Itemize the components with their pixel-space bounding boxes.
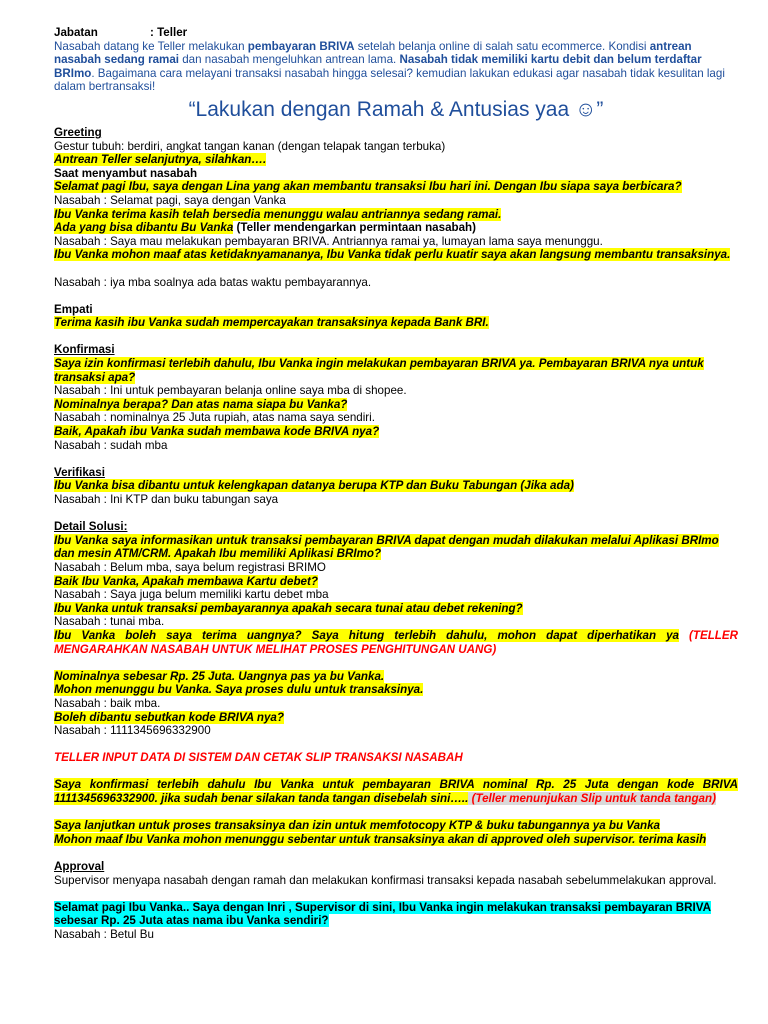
teller-line: Saya konfirmasi terlebih dahulu Ibu Vanka untuk pembayaran BRIVA nominal Rp. 25 Juta dengan kode BRIVA 1111345696332900. jika sudah benar silakan tanda tangan disebelah sini….. [54, 778, 738, 806]
jabatan-row [54, 26, 738, 40]
teller-line: Saya izin konfirmasi terlebih dahulu, Ibu Vanka ingin melakukan pembayaran BRIVA ya. Pembayaran BRIVA nya untuk transaksi apa? [54, 357, 704, 384]
section-heading-verifikasi: Verifikasi [54, 465, 105, 479]
intro-text: Nasabah datang ke Teller melakukan [54, 39, 248, 53]
section-heading-approval: Approval [54, 860, 105, 874]
customer-line: Nasabah : Belum mba, saya belum registrasi BRIMO [54, 560, 326, 574]
stage-direction: (TELLER MENGARAHKAN NASABAH UNTUK MELIHAT PROSES PENGHITUNGAN UANG) [54, 628, 738, 656]
subheading: Saat menyambut nasabah [54, 166, 198, 180]
teller-line: Terima kasih ibu Vanka sudah mempercayakan transaksinya kepada Bank BRI. [54, 316, 489, 330]
customer-line: Nasabah : Betul Bu [54, 928, 154, 941]
teller-line: Ibu Vanka untuk transaksi pembayarannya apakah secara tunai atau debet rekening? [54, 601, 523, 615]
teller-line: Selamat pagi Ibu, saya dengan Lina yang akan membantu transaksi Ibu hari ini. Dengan Ibu siapa saya berbicara? [54, 180, 682, 194]
teller-line: Boleh dibantu sebutkan kode BRIVA nya? [54, 710, 284, 724]
customer-line: Nasabah : Saya juga belum memiliki kartu debet mba [54, 588, 329, 602]
teller-line: Nominalnya berapa? Dan atas nama siapa bu Vanka? [54, 397, 348, 411]
stage-direction: (Teller menunjukan Slip untuk tanda tangan) [468, 792, 716, 806]
page-title: “Lakukan dengan Ramah & Antusias yaa ☺” [188, 97, 604, 121]
customer-line: Nasabah : Ini KTP dan buku tabungan saya [54, 493, 279, 506]
section-heading-empati: Empati [54, 302, 93, 316]
intro-text: setelah belanja online di salah satu ecommerce. Kondisi [354, 39, 650, 53]
jabatan-label: Jabatan [54, 26, 98, 39]
teller-line: Mohon menunggu bu Vanka. Saya proses dulu untuk transaksinya. [54, 683, 424, 697]
intro-bold: Nasabah tidak memiliki kartu debit dan belum terdaftar BRImo [54, 53, 702, 80]
customer-line: Nasabah : Selamat pagi, saya dengan Vanka [54, 193, 286, 207]
teller-line: Saya lanjutkan untuk proses transaksinya dan izin untuk memfotocopy KTP & buku tabungannya ya bu Vanka [54, 819, 661, 833]
stage-direction: (Teller mendengarkan permintaan nasabah) [233, 221, 476, 235]
teller-line: Antrean Teller selanjutnya, silahkan…. [54, 153, 267, 167]
teller-line: Baik Ibu Vanka, Apakah membawa Kartu debet? [54, 574, 318, 588]
dialog-line: Gestur tubuh: berdiri, angkat tangan kanan (dengan telapak tangan terbuka) [54, 139, 446, 153]
teller-line: Nominalnya sebesar Rp. 25 Juta. Uangnya pas ya bu Vanka. [54, 669, 385, 683]
section-heading-detail-solusi: Detail Solusi: [54, 520, 128, 534]
teller-line: Ada yang bisa dibantu Bu Vanka [54, 221, 234, 235]
intro-bold: antrean nasabah sedang ramai [54, 39, 692, 67]
customer-line: Nasabah : sudah mba [54, 438, 168, 452]
customer-line: Nasabah : nominalnya 25 Juta rupiah, atas nama saya sendiri. [54, 411, 375, 425]
jabatan-value: : Teller [150, 26, 188, 39]
system-action: TELLER INPUT DATA DI SISTEM DAN CETAK SLIP TRANSAKSI NASABAH [54, 751, 463, 765]
customer-line: Nasabah : baik mba. [54, 696, 161, 710]
teller-line: Baik, Apakah ibu Vanka sudah membawa kode BRIVA nya? [54, 425, 380, 439]
intro-text: . Bagaimana cara melayani transaksi nasabah hingga selesai? kemudian lakukan edukasi agar nasabah tidak kesulitan lagi dalam bertransaksi! [54, 66, 725, 94]
teller-line: Ibu Vanka saya informasikan untuk transaksi pembayaran BRIVA dapat dengan mudah dilakukan melalui Aplikasi BRImo dan mesin ATM/CRM. Apakah Ibu memiliki Aplikasi BRImo? [54, 533, 719, 561]
customer-line: Nasabah : tunai mba. [54, 615, 165, 629]
section-heading-greeting: Greeting [54, 125, 102, 139]
dialog-line: Supervisor menyapa nasabah dengan ramah dan melakukan konfirmasi transaksi kepada nasabah sebelummelakukan approval. [54, 873, 717, 887]
customer-line: Nasabah : Saya mau melakukan pembayaran BRIVA. Antriannya ramai ya, lumayan lama saya menunggu. [54, 234, 603, 248]
teller-line: Ibu Vanka terima kasih telah bersedia menunggu walau antriannya sedang ramai. [54, 207, 502, 221]
scenario-intro [54, 40, 738, 94]
section-heading-konfirmasi: Konfirmasi [54, 343, 115, 357]
teller-line: Ibu Vanka boleh saya terima uangnya? Saya hitung terlebih dahulu, mohon dapat diperhatikan ya [54, 628, 679, 642]
teller-line: Mohon maaf Ibu Vanka mohon menunggu sebentar untuk transaksinya akan di approved oleh supervisor. terima kasih [54, 832, 707, 846]
customer-line: Nasabah : Ini untuk pembayaran belanja online saya mba di shopee. [54, 384, 407, 398]
customer-line: Nasabah : iya mba soalnya ada batas waktu pembayarannya. [54, 275, 372, 289]
intro-bold: pembayaran BRIVA [247, 39, 355, 53]
supervisor-line: Selamat pagi Ibu Vanka.. Saya dengan Inri , Supervisor di sini, Ibu Vanka ingin melakukan transaksi pembayaran BRIVA sebesar Rp. 25 Juta atas nama ibu Vanka sendiri? [54, 900, 711, 928]
intro-text: dan nasabah mengeluhkan antrean lama. [179, 53, 400, 67]
customer-line: Nasabah : 1111345696332900 [54, 724, 211, 738]
teller-line: Ibu Vanka mohon maaf atas ketidaknyamananya, Ibu Vanka tidak perlu kuatir saya akan langsung membantu transaksinya. [54, 248, 731, 262]
teller-line: Ibu Vanka bisa dibantu untuk kelengkapan datanya berupa KTP dan Buku Tabungan (Jika ada) [54, 479, 574, 493]
